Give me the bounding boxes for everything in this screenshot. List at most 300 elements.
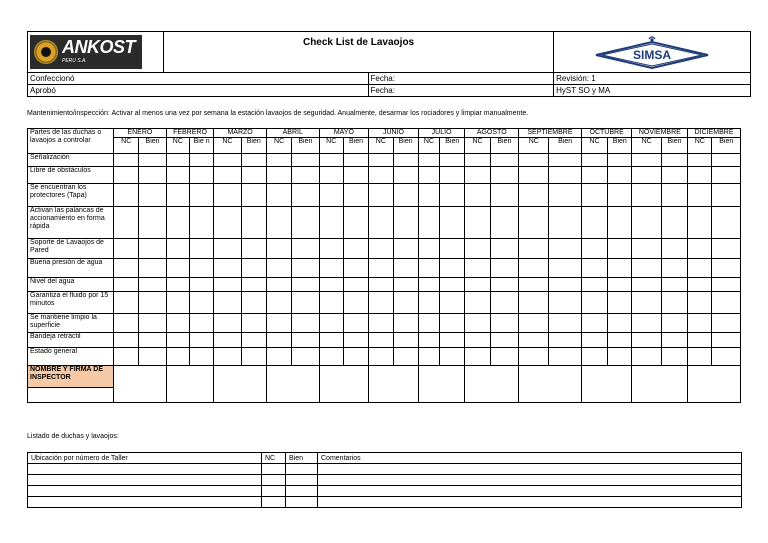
check-cell[interactable]	[114, 333, 139, 348]
check-cell[interactable]	[418, 259, 439, 278]
check-cell[interactable]	[241, 259, 266, 278]
list-cell[interactable]	[318, 486, 742, 497]
check-cell[interactable]	[266, 167, 291, 184]
check-cell[interactable]	[292, 207, 319, 239]
check-cell[interactable]	[189, 184, 213, 207]
check-cell[interactable]	[519, 207, 549, 239]
check-cell[interactable]	[581, 184, 607, 207]
check-cell[interactable]	[418, 207, 439, 239]
check-cell[interactable]	[490, 259, 518, 278]
signature-cell[interactable]	[319, 366, 369, 403]
check-cell[interactable]	[292, 154, 319, 167]
check-cell[interactable]	[632, 259, 661, 278]
check-cell[interactable]	[608, 314, 632, 333]
check-cell[interactable]	[418, 154, 439, 167]
check-cell[interactable]	[214, 292, 241, 314]
check-cell[interactable]	[292, 278, 319, 292]
inspector-name-cell[interactable]	[28, 388, 114, 403]
check-cell[interactable]	[166, 207, 189, 239]
check-cell[interactable]	[465, 333, 490, 348]
check-cell[interactable]	[490, 154, 518, 167]
check-cell[interactable]	[343, 259, 368, 278]
list-cell[interactable]	[28, 486, 262, 497]
check-cell[interactable]	[139, 239, 166, 259]
check-cell[interactable]	[319, 314, 343, 333]
list-cell[interactable]	[318, 497, 742, 508]
check-cell[interactable]	[319, 333, 343, 348]
nc-subheader: NC	[166, 138, 189, 154]
check-cell[interactable]	[632, 348, 661, 366]
check-cell[interactable]	[343, 167, 368, 184]
check-cell[interactable]	[608, 292, 632, 314]
check-cell[interactable]	[393, 348, 418, 366]
check-cell[interactable]	[319, 259, 343, 278]
check-cell[interactable]	[189, 154, 213, 167]
check-cell[interactable]	[581, 259, 607, 278]
signature-cell[interactable]	[114, 366, 167, 403]
check-cell[interactable]	[465, 292, 490, 314]
check-cell[interactable]	[712, 207, 741, 239]
check-cell[interactable]	[632, 239, 661, 259]
list-cell[interactable]	[286, 486, 318, 497]
check-cell[interactable]	[369, 184, 393, 207]
check-cell[interactable]	[661, 207, 687, 239]
check-cell[interactable]	[661, 333, 687, 348]
check-cell[interactable]	[688, 314, 712, 333]
list-cell[interactable]	[262, 464, 286, 475]
check-cell[interactable]	[214, 167, 241, 184]
check-cell[interactable]	[661, 278, 687, 292]
check-cell[interactable]	[393, 239, 418, 259]
check-cell[interactable]	[114, 314, 139, 333]
check-cell[interactable]	[418, 348, 439, 366]
check-cell[interactable]	[490, 278, 518, 292]
signature-cell[interactable]	[266, 366, 319, 403]
check-cell[interactable]	[688, 292, 712, 314]
signature-cell[interactable]	[519, 366, 582, 403]
check-cell[interactable]	[549, 314, 581, 333]
check-cell[interactable]	[440, 167, 465, 184]
check-cell[interactable]	[661, 348, 687, 366]
check-cell[interactable]	[166, 239, 189, 259]
check-cell[interactable]	[549, 292, 581, 314]
check-cell[interactable]	[393, 184, 418, 207]
check-cell[interactable]	[465, 207, 490, 239]
list-cell[interactable]	[262, 486, 286, 497]
check-cell[interactable]	[440, 333, 465, 348]
check-cell[interactable]	[266, 154, 291, 167]
check-cell[interactable]	[139, 184, 166, 207]
check-cell[interactable]	[661, 154, 687, 167]
check-cell[interactable]	[393, 314, 418, 333]
check-cell[interactable]	[166, 184, 189, 207]
check-cell[interactable]	[519, 239, 549, 259]
check-cell[interactable]	[393, 292, 418, 314]
check-cell[interactable]	[139, 167, 166, 184]
check-cell[interactable]	[608, 348, 632, 366]
check-cell[interactable]	[166, 259, 189, 278]
check-cell[interactable]	[166, 314, 189, 333]
check-cell[interactable]	[189, 348, 213, 366]
check-cell[interactable]	[189, 314, 213, 333]
check-cell[interactable]	[189, 292, 213, 314]
check-cell[interactable]	[166, 154, 189, 167]
check-cell[interactable]	[465, 278, 490, 292]
check-cell[interactable]	[465, 259, 490, 278]
check-cell[interactable]	[712, 239, 741, 259]
check-cell[interactable]	[114, 167, 139, 184]
check-cell[interactable]	[114, 207, 139, 239]
check-cell[interactable]	[549, 207, 581, 239]
check-cell[interactable]	[688, 207, 712, 239]
check-cell[interactable]	[166, 278, 189, 292]
check-cell[interactable]	[465, 167, 490, 184]
list-cell[interactable]	[286, 475, 318, 486]
check-cell[interactable]	[393, 167, 418, 184]
check-cell[interactable]	[292, 292, 319, 314]
check-cell[interactable]	[608, 278, 632, 292]
signature-cell[interactable]	[688, 366, 741, 403]
check-cell[interactable]	[166, 348, 189, 366]
check-cell[interactable]	[319, 184, 343, 207]
check-cell[interactable]	[440, 207, 465, 239]
check-cell[interactable]	[343, 292, 368, 314]
check-cell[interactable]	[139, 348, 166, 366]
check-cell[interactable]	[369, 278, 393, 292]
check-cell[interactable]	[712, 154, 741, 167]
check-cell[interactable]	[241, 333, 266, 348]
check-cell[interactable]	[440, 154, 465, 167]
check-cell[interactable]	[712, 167, 741, 184]
check-cell[interactable]	[418, 292, 439, 314]
check-cell[interactable]	[581, 314, 607, 333]
check-cell[interactable]	[189, 239, 213, 259]
bien-subheader: Bien	[661, 138, 687, 154]
check-cell[interactable]	[369, 292, 393, 314]
check-cell[interactable]	[632, 207, 661, 239]
check-cell[interactable]	[214, 207, 241, 239]
check-cell[interactable]	[189, 259, 213, 278]
check-cell[interactable]	[266, 348, 291, 366]
check-cell[interactable]	[214, 259, 241, 278]
check-cell[interactable]	[292, 348, 319, 366]
check-cell[interactable]	[465, 314, 490, 333]
check-cell[interactable]	[214, 184, 241, 207]
check-cell[interactable]	[688, 259, 712, 278]
check-cell[interactable]	[440, 259, 465, 278]
check-cell[interactable]	[581, 292, 607, 314]
check-cell[interactable]	[292, 314, 319, 333]
check-cell[interactable]	[343, 278, 368, 292]
check-cell[interactable]	[393, 207, 418, 239]
check-cell[interactable]	[712, 278, 741, 292]
check-cell[interactable]	[608, 184, 632, 207]
list-cell[interactable]	[318, 475, 742, 486]
bien-subheader: Bien	[292, 138, 319, 154]
list-label: Listado de duchas y lavaojos:	[27, 433, 119, 440]
check-cell[interactable]	[440, 278, 465, 292]
check-cell[interactable]	[519, 333, 549, 348]
check-cell[interactable]	[393, 259, 418, 278]
signature-cell[interactable]	[166, 366, 214, 403]
check-cell[interactable]	[114, 348, 139, 366]
list-cell[interactable]	[286, 464, 318, 475]
check-cell[interactable]	[661, 184, 687, 207]
check-cell[interactable]	[608, 207, 632, 239]
check-cell[interactable]	[440, 314, 465, 333]
check-cell[interactable]	[418, 184, 439, 207]
check-cell[interactable]	[688, 167, 712, 184]
check-cell[interactable]	[688, 239, 712, 259]
check-cell[interactable]	[369, 348, 393, 366]
check-cell[interactable]	[266, 207, 291, 239]
check-cell[interactable]	[266, 184, 291, 207]
check-cell[interactable]	[581, 207, 607, 239]
check-cell[interactable]	[393, 278, 418, 292]
check-cell[interactable]	[465, 184, 490, 207]
check-cell[interactable]	[319, 278, 343, 292]
check-cell[interactable]	[241, 207, 266, 239]
check-cell[interactable]	[418, 167, 439, 184]
part-label: Bandeja retráctil	[28, 333, 114, 348]
check-cell[interactable]	[241, 348, 266, 366]
check-cell[interactable]	[688, 348, 712, 366]
check-cell[interactable]	[581, 167, 607, 184]
check-cell[interactable]	[440, 239, 465, 259]
check-cell[interactable]	[369, 239, 393, 259]
check-cell[interactable]	[490, 348, 518, 366]
check-cell[interactable]	[549, 259, 581, 278]
check-cell[interactable]	[661, 167, 687, 184]
check-cell[interactable]	[661, 259, 687, 278]
check-cell[interactable]	[189, 278, 213, 292]
check-cell[interactable]	[343, 333, 368, 348]
check-cell[interactable]	[369, 167, 393, 184]
check-cell[interactable]	[292, 259, 319, 278]
check-cell[interactable]	[465, 239, 490, 259]
check-cell[interactable]	[440, 292, 465, 314]
check-cell[interactable]	[688, 278, 712, 292]
check-cell[interactable]	[661, 239, 687, 259]
signature-cell[interactable]	[369, 366, 419, 403]
check-cell[interactable]	[608, 167, 632, 184]
check-cell[interactable]	[418, 278, 439, 292]
check-cell[interactable]	[189, 333, 213, 348]
check-cell[interactable]	[166, 333, 189, 348]
check-cell[interactable]	[632, 314, 661, 333]
check-cell[interactable]	[292, 239, 319, 259]
check-cell[interactable]	[712, 348, 741, 366]
list-cell[interactable]	[28, 497, 262, 508]
check-cell[interactable]	[581, 154, 607, 167]
check-cell[interactable]	[549, 348, 581, 366]
check-cell[interactable]	[139, 292, 166, 314]
check-cell[interactable]	[465, 154, 490, 167]
check-cell[interactable]	[688, 154, 712, 167]
check-cell[interactable]	[343, 154, 368, 167]
check-cell[interactable]	[418, 333, 439, 348]
check-cell[interactable]	[712, 184, 741, 207]
check-cell[interactable]	[688, 184, 712, 207]
check-cell[interactable]	[519, 292, 549, 314]
check-cell[interactable]	[549, 154, 581, 167]
check-cell[interactable]	[319, 167, 343, 184]
check-cell[interactable]	[519, 314, 549, 333]
check-cell[interactable]	[292, 184, 319, 207]
check-cell[interactable]	[549, 239, 581, 259]
check-cell[interactable]	[319, 207, 343, 239]
check-cell[interactable]	[519, 348, 549, 366]
check-cell[interactable]	[241, 184, 266, 207]
check-cell[interactable]	[549, 333, 581, 348]
check-cell[interactable]	[114, 239, 139, 259]
check-cell[interactable]	[519, 154, 549, 167]
check-cell[interactable]	[369, 154, 393, 167]
signature-cell[interactable]	[465, 366, 519, 403]
check-cell[interactable]	[319, 239, 343, 259]
check-cell[interactable]	[632, 292, 661, 314]
check-cell[interactable]	[393, 333, 418, 348]
check-cell[interactable]	[241, 239, 266, 259]
check-cell[interactable]	[114, 259, 139, 278]
check-cell[interactable]	[139, 207, 166, 239]
check-cell[interactable]	[465, 348, 490, 366]
check-cell[interactable]	[369, 207, 393, 239]
check-cell[interactable]	[343, 314, 368, 333]
check-cell[interactable]	[661, 314, 687, 333]
check-cell[interactable]	[440, 348, 465, 366]
list-cell[interactable]	[286, 497, 318, 508]
check-cell[interactable]	[214, 278, 241, 292]
check-cell[interactable]	[549, 167, 581, 184]
list-cell[interactable]	[262, 497, 286, 508]
check-cell[interactable]	[490, 239, 518, 259]
check-cell[interactable]	[519, 259, 549, 278]
check-cell[interactable]	[114, 184, 139, 207]
signature-cell[interactable]	[632, 366, 688, 403]
list-cell[interactable]	[318, 464, 742, 475]
check-cell[interactable]	[343, 207, 368, 239]
signature-cell[interactable]	[214, 366, 267, 403]
check-cell[interactable]	[189, 207, 213, 239]
check-cell[interactable]	[661, 292, 687, 314]
check-cell[interactable]	[632, 333, 661, 348]
check-cell[interactable]	[369, 333, 393, 348]
check-cell[interactable]	[343, 348, 368, 366]
list-cell[interactable]	[262, 475, 286, 486]
check-cell[interactable]	[581, 278, 607, 292]
check-cell[interactable]	[139, 154, 166, 167]
check-cell[interactable]	[266, 314, 291, 333]
list-cell[interactable]	[28, 475, 262, 486]
check-cell[interactable]	[519, 278, 549, 292]
check-cell[interactable]	[688, 333, 712, 348]
check-cell[interactable]	[608, 154, 632, 167]
check-cell[interactable]	[114, 278, 139, 292]
check-cell[interactable]	[214, 314, 241, 333]
check-cell[interactable]	[241, 314, 266, 333]
check-cell[interactable]	[343, 184, 368, 207]
check-cell[interactable]	[632, 167, 661, 184]
check-cell[interactable]	[319, 292, 343, 314]
check-cell[interactable]	[266, 333, 291, 348]
check-cell[interactable]	[319, 348, 343, 366]
check-cell[interactable]	[393, 154, 418, 167]
check-cell[interactable]	[266, 292, 291, 314]
check-cell[interactable]	[440, 184, 465, 207]
check-cell[interactable]	[139, 259, 166, 278]
check-cell[interactable]	[319, 154, 343, 167]
list-cell[interactable]	[28, 464, 262, 475]
check-cell[interactable]	[581, 348, 607, 366]
check-cell[interactable]	[632, 154, 661, 167]
check-cell[interactable]	[369, 259, 393, 278]
check-cell[interactable]	[214, 154, 241, 167]
check-cell[interactable]	[712, 259, 741, 278]
part-label: Activan las palancas de accionamiento en forma rápida	[28, 207, 114, 239]
check-cell[interactable]	[266, 239, 291, 259]
check-cell[interactable]	[266, 259, 291, 278]
signature-cell[interactable]	[418, 366, 465, 403]
check-cell[interactable]	[490, 292, 518, 314]
check-cell[interactable]	[214, 333, 241, 348]
check-cell[interactable]	[114, 292, 139, 314]
check-cell[interactable]	[266, 278, 291, 292]
check-cell[interactable]	[418, 239, 439, 259]
check-cell[interactable]	[292, 167, 319, 184]
check-cell[interactable]	[189, 167, 213, 184]
check-cell[interactable]	[343, 239, 368, 259]
check-cell[interactable]	[581, 333, 607, 348]
check-cell[interactable]	[214, 239, 241, 259]
check-cell[interactable]	[114, 154, 139, 167]
check-cell[interactable]	[581, 239, 607, 259]
check-cell[interactable]	[241, 278, 266, 292]
check-cell[interactable]	[490, 207, 518, 239]
check-cell[interactable]	[139, 333, 166, 348]
check-cell[interactable]	[214, 348, 241, 366]
check-cell[interactable]	[549, 278, 581, 292]
check-cell[interactable]	[490, 314, 518, 333]
check-cell[interactable]	[139, 314, 166, 333]
check-cell[interactable]	[139, 278, 166, 292]
check-cell[interactable]	[632, 184, 661, 207]
check-cell[interactable]	[490, 333, 518, 348]
check-cell[interactable]	[418, 314, 439, 333]
check-cell[interactable]	[712, 292, 741, 314]
check-cell[interactable]	[241, 292, 266, 314]
check-cell[interactable]	[519, 184, 549, 207]
signature-cell[interactable]	[581, 366, 632, 403]
check-cell[interactable]	[241, 167, 266, 184]
check-cell[interactable]	[369, 314, 393, 333]
bien-subheader: Bien	[241, 138, 266, 154]
check-cell[interactable]	[608, 333, 632, 348]
check-cell[interactable]	[519, 167, 549, 184]
check-cell[interactable]	[292, 333, 319, 348]
check-cell[interactable]	[241, 154, 266, 167]
check-cell[interactable]	[632, 278, 661, 292]
check-cell[interactable]	[608, 259, 632, 278]
check-cell[interactable]	[549, 184, 581, 207]
check-cell[interactable]	[490, 184, 518, 207]
check-cell[interactable]	[712, 333, 741, 348]
check-cell[interactable]	[166, 292, 189, 314]
check-cell[interactable]	[166, 167, 189, 184]
check-cell[interactable]	[490, 167, 518, 184]
check-cell[interactable]	[712, 314, 741, 333]
check-cell[interactable]	[608, 239, 632, 259]
